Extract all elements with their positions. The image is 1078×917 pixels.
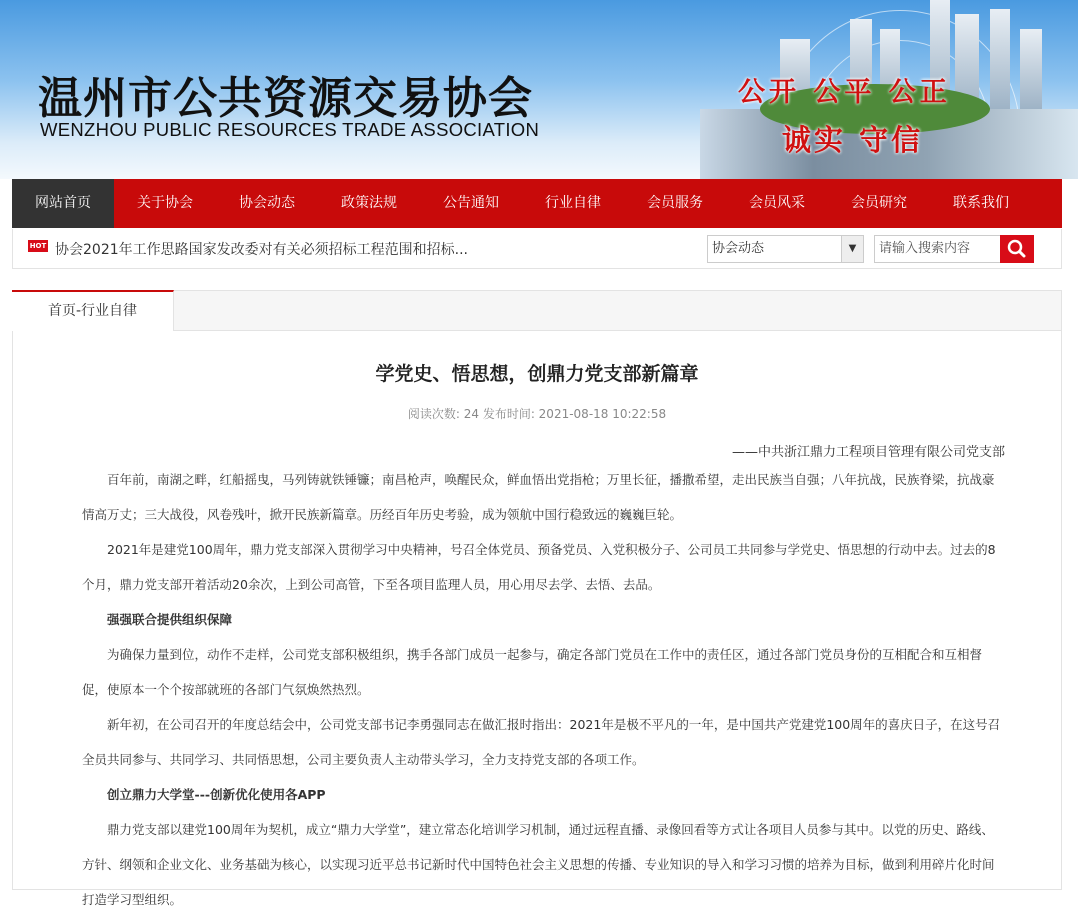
search-button[interactable]: [1000, 235, 1034, 263]
news-ticker: [12, 229, 1062, 269]
paragraph: 百年前，南湖之畔，红船摇曳，马列铸就铁锤镰；南昌枪声，唤醒民众，鲜血悟出党指枪；万里长征，播撒希望，走出民族当自强；八年抗战，民族脊梁，抗战豪情高万丈；三大战役，风卷残叶，掀开民族新篇章。历经百年历史考验，成为领航中国行稳致远的巍巍巨轮。: [82, 472, 995, 522]
section-heading: 强强联合提供组织保障: [107, 612, 233, 627]
article-meta: 阅读次数: 24 发布时间: 2021-08-18 10:22:58: [407, 407, 667, 421]
site-logo-title: 温州市公共资源交易协会: [38, 73, 533, 124]
search-input[interactable]: 请输入搜索内容: [874, 235, 1001, 263]
paragraph: 新年初，在公司召开的年度总结会中，公司党支部书记李勇强同志在做汇报时指出：2021年是极不平凡的一年，是中国共产党建党100周年的喜庆日子，在这号召全员共同参与、共同学习、共同悟思想，公司主要负责人主动带头学习，全力支持党支部的各项工作。: [82, 717, 1001, 767]
article-author: ——中共浙江鼎力工程项目管理有限公司党支部: [731, 445, 1005, 460]
chevron-down-icon: ▼: [841, 236, 863, 262]
nav-member-style[interactable]: 会员风采: [749, 195, 805, 211]
paragraph: 鼎力党支部以建党100周年为契机，成立“鼎力大学堂”，建立常态化培训学习机制，通过远程直播、录像回看等方式让各项目人员参与其中。以党的历史、路线、方针、纲领和企业文化、业务基础为核心，以实现习近平总书记新时代中国特色社会主义思想的传播、专业知识的导入和学习习惯的培养为目标，做到利用碎片化时间打造学习型组织。: [82, 822, 995, 907]
nav-self-discipline[interactable]: 行业自律: [545, 195, 601, 211]
paragraph: 为确保力量到位，动作不走样，公司党支部积极组织，携手各部门成员一起参与，确定各部门党员在工作中的责任区，通过各部门党员身份的互相配合和互相督促，使原本一个个按部就班的各部门气氛焕然热烈。: [82, 647, 983, 697]
section-heading: 创立鼎力大学堂---创新优化使用各APP: [107, 787, 326, 802]
nav-home[interactable]: 网站首页: [12, 179, 114, 228]
nav-contact[interactable]: 联系我们: [953, 195, 1009, 211]
article-body: [82, 462, 1005, 917]
site-logo-subtitle: WENZHOU PUBLIC RESOURCES TRADE ASSOCIATION: [40, 119, 540, 140]
search-icon: [1000, 235, 1034, 263]
slogan-honesty: 诚实 守信: [782, 123, 924, 157]
nav-member-service[interactable]: 会员服务: [647, 195, 703, 211]
category-select[interactable]: [707, 235, 864, 263]
nav-policy[interactable]: 政策法规: [341, 195, 397, 211]
category-select-value: 协会动态: [712, 241, 765, 256]
nav-news[interactable]: 协会动态: [239, 195, 295, 211]
ticker-link[interactable]: 协会2021年工作思路国家发改委对有关必须招标工程范围和招标...: [55, 242, 468, 258]
hot-badge-icon: HOT: [29, 242, 47, 250]
nav-notice[interactable]: 公告通知: [443, 195, 499, 211]
breadcrumb[interactable]: 首页-行业自律: [12, 290, 174, 331]
header-banner: [0, 0, 1078, 179]
nav-about[interactable]: 关于协会: [137, 195, 193, 211]
paragraph: 2021年是建党100周年，鼎力党支部深入贯彻学习中央精神，号召全体党员、预备党员、入党积极分子、公司员工共同参与学党史、悟思想的行动中去。过去的8个月，鼎力党支部开着活动20余次，上到公司高管，下至各项目监理人员，用心用尽去学、去悟、去品。: [82, 542, 996, 592]
article-title: 学党史、悟思想，创鼎力党支部新篇章: [375, 363, 699, 385]
nav-member-research[interactable]: 会员研究: [851, 195, 907, 211]
slogan-open-fair: 公开 公平 公正: [738, 77, 951, 108]
main-nav: [12, 179, 1062, 228]
article-panel: [12, 290, 1062, 907]
